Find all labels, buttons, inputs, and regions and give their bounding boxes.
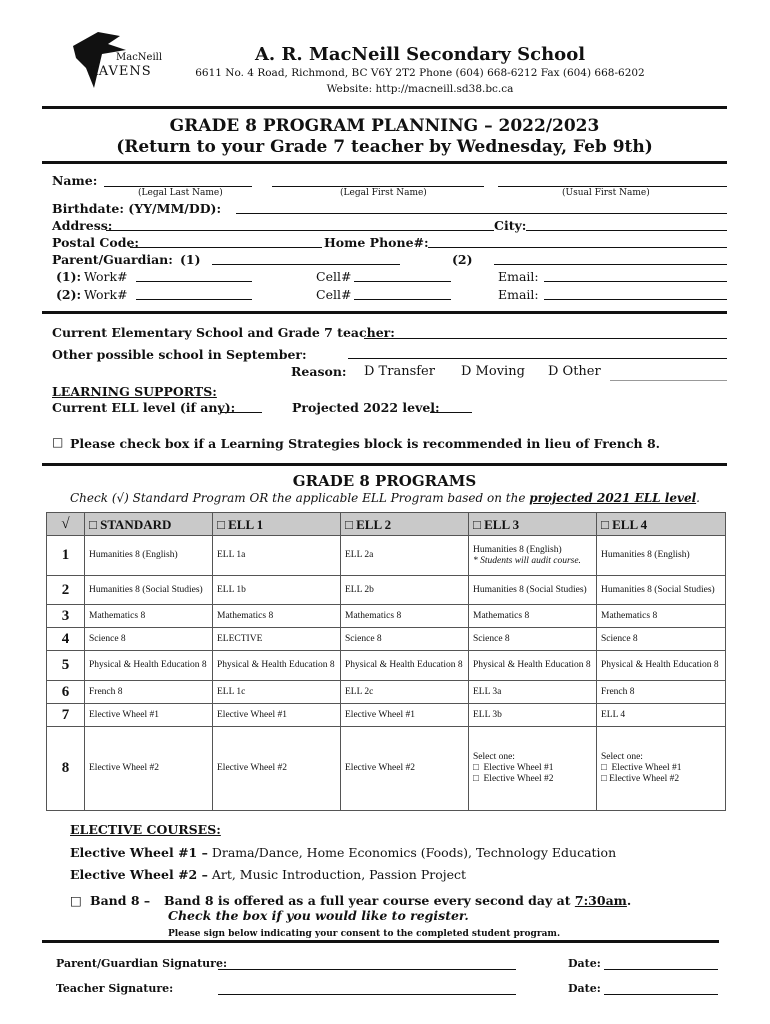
table-cell: Mathematics 8 — [85, 605, 213, 628]
table-cell: ELL 2b — [341, 576, 469, 605]
band-label: Band 8 – — [90, 893, 151, 908]
table-row — [47, 628, 726, 651]
divider — [42, 940, 719, 943]
cell-2-field[interactable] — [354, 299, 451, 300]
school-website: Website: http://macneill.sd38.bc.ca — [326, 83, 514, 95]
cell-text: Humanities 8 (English) — [473, 544, 562, 555]
programs-table — [46, 512, 726, 811]
other-school-field[interactable] — [348, 358, 727, 359]
teacher-date-field[interactable] — [604, 994, 718, 995]
table-row — [47, 536, 726, 576]
row-number: 6 — [47, 681, 85, 704]
column-label: ELL 3 — [484, 516, 520, 532]
email-2-field[interactable] — [544, 299, 727, 300]
logo-word-ravens: RAVENS — [88, 64, 152, 79]
email-2-label: Email: — [498, 287, 539, 302]
table-cell: Science 8 — [341, 628, 469, 651]
city-label: City: — [494, 218, 527, 233]
check-column-header: √ — [47, 513, 85, 536]
column-label: ELL 1 — [228, 516, 264, 532]
parent-signature-label: Parent/Guardian Signature: — [56, 957, 228, 970]
row-number: 1 — [47, 536, 85, 576]
reason-other[interactable]: D Other — [548, 364, 601, 379]
band-register-note: Check the box if you would like to register. — [168, 908, 469, 923]
table-cell: Humanities 8 (Social Studies) — [469, 576, 597, 605]
wheel1-checkbox[interactable]: □ — [473, 763, 484, 773]
raven-icon — [68, 28, 178, 98]
elective-courses-heading: ELECTIVE COURSES: — [70, 822, 221, 837]
projected-level-field[interactable] — [430, 412, 472, 413]
guardian-2-field[interactable] — [494, 264, 727, 265]
email-1-field[interactable] — [544, 281, 727, 282]
wheel2-label: Elective Wheel #2 – — [70, 867, 208, 882]
learning-strategies-checkbox[interactable]: □ — [52, 435, 64, 449]
table-cell: French 8 — [85, 681, 213, 704]
postal-label: Postal Code: — [52, 235, 140, 250]
row-number: 3 — [47, 605, 85, 628]
form-subtitle: (Return to your Grade 7 teacher by Wednesday, Feb 9th) — [116, 137, 653, 157]
parent-date-label: Date: — [568, 957, 601, 970]
name-label: Name: — [52, 173, 98, 188]
select-one-text: Select one: — [473, 752, 515, 762]
cell-1-field[interactable] — [354, 281, 451, 282]
instruction-text: Check (√) Standard Program OR the applicable ELL Program based on the — [70, 491, 526, 505]
column-ell3[interactable]: □ ELL 3 — [469, 513, 597, 536]
birthdate-label: Birthdate: (YY/MM/DD): — [52, 201, 222, 216]
table-cell: Elective Wheel #1 — [341, 704, 469, 727]
elective-wheel-2 — [70, 867, 466, 882]
reason-other-field[interactable] — [610, 380, 727, 381]
wheel1-text: Drama/Dance, Home Economics (Foods), Technology Education — [211, 845, 617, 860]
band-checkbox[interactable]: □ — [70, 893, 82, 908]
reason-label: Reason: — [291, 364, 347, 379]
contact-1-label: (1): — [56, 269, 82, 284]
wheel1-checkbox[interactable]: □ — [601, 763, 612, 773]
programs-heading: GRADE 8 PROGRAMS — [292, 472, 477, 490]
projected-level-label: Projected 2022 level: — [292, 400, 440, 415]
consent-note: Please sign below indicating your consent to the completed student program. — [168, 929, 561, 939]
table-header-row — [47, 513, 726, 536]
divider — [42, 311, 727, 314]
table-cell: Elective Wheel #1 — [213, 704, 341, 727]
table-cell: ELL 3a — [469, 681, 597, 704]
wheel2-text: Art, Music Introduction, Passion Project — [211, 867, 467, 882]
legal-first-caption: (Legal First Name) — [340, 188, 427, 198]
wheel1-option: Elective Wheel #1 — [611, 763, 682, 773]
band-description: Band 8 is offered as a full year course every second day at — [164, 893, 571, 908]
instruction-emphasis: projected 2021 ELL level — [529, 491, 697, 505]
table-row — [47, 651, 726, 681]
table-cell: Physical & Health Education 8 — [341, 651, 469, 681]
table-cell: Science 8 — [597, 628, 726, 651]
table-row — [47, 576, 726, 605]
teacher-signature-field[interactable] — [218, 994, 516, 995]
column-standard[interactable]: □ STANDARD — [85, 513, 213, 536]
column-label: ELL 4 — [612, 516, 648, 532]
usual-first-caption: (Usual First Name) — [562, 188, 650, 198]
table-cell: Mathematics 8 — [341, 605, 469, 628]
city-field[interactable] — [526, 230, 727, 231]
other-school-label: Other possible school in September: — [52, 347, 307, 362]
teacher-date-label: Date: — [568, 982, 601, 995]
divider — [42, 161, 727, 164]
select-one-text: Select one: — [601, 752, 643, 762]
birthdate-field[interactable] — [236, 213, 727, 214]
school-name: A. R. MacNeill Secondary School — [254, 44, 586, 65]
work-2-field[interactable] — [136, 299, 252, 300]
cell-1-label: Cell# — [316, 269, 352, 284]
table-cell: Science 8 — [85, 628, 213, 651]
work-2-label: Work# — [84, 287, 128, 302]
table-cell: Humanities 8 (English) — [597, 536, 726, 576]
parent-signature-field[interactable] — [218, 969, 516, 970]
divider — [42, 106, 727, 109]
table-cell: ELL 1b — [213, 576, 341, 605]
table-cell: Physical & Health Education 8 — [597, 651, 726, 681]
table-row — [47, 704, 726, 727]
table-cell: ELL 3b — [469, 704, 597, 727]
table-cell: ELL 4 — [597, 704, 726, 727]
table-cell: Elective Wheel #2 — [85, 727, 213, 811]
column-ell1[interactable]: □ ELL 1 — [213, 513, 341, 536]
school-logo — [68, 28, 178, 98]
table-cell: French 8 — [597, 681, 726, 704]
wheel2-checkbox[interactable]: □ — [601, 774, 610, 784]
programs-instruction: Check (√) Standard Program OR the applicable ELL Program based on the projected 2021 ELL level. — [70, 491, 700, 505]
row-number: 5 — [47, 651, 85, 681]
column-label: STANDARD — [100, 516, 172, 532]
table-cell: Physical & Health Education 8 — [85, 651, 213, 681]
table-row — [47, 605, 726, 628]
legal-first-field[interactable] — [272, 186, 484, 187]
ell-level-label: Current ELL level (if any): — [52, 400, 236, 415]
wheel2-option: Elective Wheel #2 — [609, 774, 680, 784]
row-number: 7 — [47, 704, 85, 727]
wheel2-option: Elective Wheel #2 — [483, 774, 554, 784]
reason-moving[interactable]: D Moving — [461, 364, 525, 379]
table-cell: Physical & Health Education 8 — [469, 651, 597, 681]
reason-transfer[interactable]: D Transfer — [364, 364, 435, 379]
table-cell: Elective Wheel #1 — [85, 704, 213, 727]
guardian-1-label: (1) — [180, 252, 201, 267]
table-cell: ELL 2c — [341, 681, 469, 704]
divider — [42, 463, 727, 466]
cell-2-label: Cell# — [316, 287, 352, 302]
ell3-wheel-select — [469, 727, 597, 811]
table-cell: Science 8 — [469, 628, 597, 651]
parent-date-field[interactable] — [604, 969, 718, 970]
current-school-field[interactable] — [364, 338, 727, 339]
wheel2-checkbox[interactable]: □ — [473, 774, 484, 784]
guardian-label: Parent/Guardian: — [52, 252, 173, 267]
table-cell: ELECTIVE — [213, 628, 341, 651]
table-cell: Mathematics 8 — [469, 605, 597, 628]
table-cell — [469, 536, 597, 576]
table-cell: Mathematics 8 — [213, 605, 341, 628]
table-cell: Mathematics 8 — [597, 605, 726, 628]
email-1-label: Email: — [498, 269, 539, 284]
column-ell2[interactable]: □ ELL 2 — [341, 513, 469, 536]
table-cell: Physical & Health Education 8 — [213, 651, 341, 681]
table-cell: Elective Wheel #2 — [213, 727, 341, 811]
table-row — [47, 681, 726, 704]
home-phone-label: Home Phone#: — [324, 235, 429, 250]
table-row — [47, 727, 726, 811]
band-time: 7:30am — [574, 893, 627, 908]
legal-last-field[interactable] — [104, 186, 252, 187]
ell4-wheel-select — [597, 727, 726, 811]
work-1-label: Work# — [84, 269, 128, 284]
row-number: 2 — [47, 576, 85, 605]
column-ell4[interactable]: □ ELL 4 — [597, 513, 726, 536]
wheel1-option: Elective Wheel #1 — [483, 763, 554, 773]
table-cell: Elective Wheel #2 — [341, 727, 469, 811]
guardian-2-label: (2) — [452, 252, 473, 267]
contact-2-label: (2): — [56, 287, 82, 302]
row-number: 8 — [47, 727, 85, 811]
current-school-label: Current Elementary School and Grade 7 teacher: — [52, 325, 395, 340]
work-1-field[interactable] — [136, 281, 252, 282]
guardian-1-field[interactable] — [212, 264, 400, 265]
address-field[interactable] — [106, 230, 494, 231]
address-label: Address: — [52, 218, 113, 233]
postal-field[interactable] — [130, 247, 322, 248]
home-phone-field[interactable] — [428, 247, 727, 248]
legal-last-caption: (Legal Last Name) — [138, 188, 223, 198]
learning-supports-heading: LEARNING SUPPORTS: — [52, 384, 217, 399]
band-text: Band 8 is offered as a full year course every second day at 7:30am. — [164, 893, 632, 908]
logo-word-macneill: MacNeill — [116, 52, 163, 63]
table-cell: Humanities 8 (Social Studies) — [85, 576, 213, 605]
usual-first-field[interactable] — [498, 186, 727, 187]
form-title: GRADE 8 PROGRAM PLANNING – 2022/2023 — [169, 116, 600, 136]
learning-strategies-text: Please check box if a Learning Strategies block is recommended in lieu of French 8. — [70, 436, 660, 451]
row-number: 4 — [47, 628, 85, 651]
wheel1-label: Elective Wheel #1 – — [70, 845, 208, 860]
teacher-signature-label: Teacher Signature: — [56, 982, 174, 995]
table-cell: ELL 2a — [341, 536, 469, 576]
table-cell: Humanities 8 (Social Studies) — [597, 576, 726, 605]
ell-level-field[interactable] — [220, 412, 262, 413]
audit-note: * Students will audit course. — [473, 555, 581, 566]
column-label: ELL 2 — [356, 516, 392, 532]
elective-wheel-1 — [70, 845, 616, 860]
table-cell: ELL 1a — [213, 536, 341, 576]
table-cell: ELL 1c — [213, 681, 341, 704]
table-cell: Humanities 8 (English) — [85, 536, 213, 576]
school-address: 6611 No. 4 Road, Richmond, BC V6Y 2T2 Phone (604) 668-6212 Fax (604) 668-6202 — [195, 67, 645, 79]
